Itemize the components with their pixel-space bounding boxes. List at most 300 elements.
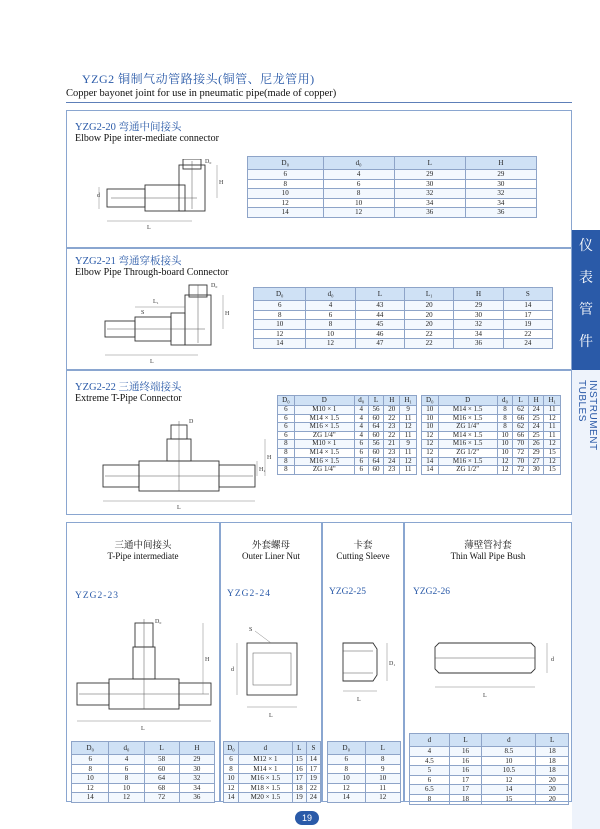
col-header: H [454, 288, 503, 301]
section-elbow-inter [66, 110, 572, 248]
table-cell: M18 × 1.5 [239, 783, 293, 793]
table-cell: 8 [410, 794, 450, 804]
table-row [278, 423, 417, 432]
table-cell: 23 [384, 448, 400, 457]
table-cell: 10 [422, 423, 439, 432]
table-cell: 12 [400, 423, 417, 432]
section-name: Elbow Pipe Through-board Connector [75, 267, 229, 278]
table-cell: 4 [354, 406, 368, 415]
table-cell: M16 × 1.5 [294, 423, 354, 432]
table-cell: 64 [144, 774, 179, 784]
table-cell: 9 [400, 406, 417, 415]
table-cell: 12 [422, 448, 439, 457]
section-title-en: Thin Wall Pipe Bush [450, 551, 526, 561]
table-cell: 12 [400, 457, 417, 466]
table-cell: 14 [224, 793, 239, 803]
table-cell: 10 [248, 189, 324, 199]
table-cell: 4 [109, 755, 144, 765]
table-cell: 34 [454, 329, 503, 339]
table-cell: 10 [365, 774, 400, 784]
elbow-through-table [253, 287, 553, 349]
dim-label-H1: H₁ [259, 467, 266, 473]
table-cell: 12 [365, 793, 400, 803]
dim-label-H: H [267, 455, 272, 461]
table-cell: 30 [528, 466, 544, 475]
table-cell: 11 [400, 448, 417, 457]
col-header: L [394, 157, 465, 170]
table-cell: 6 [354, 457, 368, 466]
table-cell: 8 [224, 764, 239, 774]
col-header: D [438, 396, 497, 406]
table-cell: 6 [354, 466, 368, 475]
col-header: S [503, 288, 552, 301]
table-cell: 20 [384, 406, 400, 415]
table-cell: 32 [394, 189, 465, 199]
table-row [278, 466, 417, 475]
table-cell: 18 [536, 756, 569, 766]
tee-extreme-table-right [421, 395, 561, 475]
side-tab-char: 件 [579, 334, 593, 350]
table-cell: 14 [422, 457, 439, 466]
col-header: d₀ [306, 288, 355, 301]
table-cell: 8 [497, 414, 513, 423]
dim-label-H: H [205, 657, 210, 663]
table-cell: M16 × 1.5 [438, 440, 497, 449]
table-row [224, 783, 321, 793]
table-cell: 16 [449, 756, 482, 766]
col-header: L [449, 734, 482, 747]
table-cell: 34 [465, 198, 536, 208]
table-row [72, 793, 215, 803]
outer-nut-drawing [225, 623, 319, 723]
col-header: D₀ [328, 742, 366, 755]
table-cell: 30 [465, 179, 536, 189]
table-row [248, 198, 537, 208]
table-row [254, 310, 553, 320]
table-cell: 22 [384, 414, 400, 423]
header-rule [66, 102, 572, 103]
dim-label-S: S [249, 627, 253, 633]
table-row [328, 764, 401, 774]
dim-label-S: S [141, 310, 145, 316]
col-header: L [365, 742, 400, 755]
table-cell: 25 [528, 431, 544, 440]
table-cell: 11 [400, 466, 417, 475]
table-row [410, 766, 569, 776]
table-cell: M16 × 1.5 [438, 414, 497, 423]
tee-extreme-table-left [277, 395, 417, 475]
table-cell: 8 [278, 448, 295, 457]
table-cell: 8 [109, 774, 144, 784]
table-cell: 70 [513, 457, 529, 466]
table-row [410, 775, 569, 785]
table-header-row [278, 396, 417, 406]
dim-label-L1: L₁ [153, 299, 159, 305]
table-cell: 22 [405, 339, 454, 349]
table-cell: 17 [449, 775, 482, 785]
table-row [254, 339, 553, 349]
table-row [410, 785, 569, 795]
table-cell: 11 [544, 431, 561, 440]
table-cell: 6 [323, 179, 394, 189]
tee-inter-table [71, 741, 215, 803]
section-title-en: Cutting Sleeve [336, 551, 390, 561]
table-cell: 6 [254, 301, 306, 311]
table-row [422, 423, 561, 432]
col-header: D₀ [278, 396, 295, 406]
table-cell: 8.5 [482, 747, 536, 757]
side-tab-char: 管 [579, 302, 593, 318]
table-cell: 24 [528, 423, 544, 432]
table-cell: M12 × 1 [239, 755, 293, 765]
page-title-cn: YZG2 铜制气动管路接头(铜管、尼龙管用) [82, 72, 315, 86]
table-cell: 32 [465, 189, 536, 199]
table-cell: 14 [72, 793, 109, 803]
table-cell: 10 [422, 414, 439, 423]
page-title-en: Copper bayonet joint for use in pneumatic pipe(made of copper) [66, 88, 337, 99]
table-row [422, 406, 561, 415]
dim-label-L: L [141, 726, 145, 732]
table-cell: 15 [292, 755, 306, 765]
table-row [254, 329, 553, 339]
table-row [278, 414, 417, 423]
col-header: D₀ [224, 742, 239, 755]
table-cell: 72 [144, 793, 179, 803]
table-cell: 12 [544, 440, 561, 449]
col-header: d₀ [109, 742, 144, 755]
table-cell: 9 [400, 440, 417, 449]
cutting-sleeve-table [327, 741, 401, 803]
table-cell: 11 [400, 431, 417, 440]
section-code: YZG2-25 [329, 587, 366, 597]
section-title-en: Outer Liner Nut [242, 551, 300, 561]
table-cell: 11 [400, 414, 417, 423]
table-cell: 10 [254, 320, 306, 330]
table-cell: 44 [355, 310, 404, 320]
section-code: YZG2-26 [413, 587, 450, 597]
table-cell: 22 [503, 329, 552, 339]
table-cell: 10.5 [482, 766, 536, 776]
dim-label-D1: D₁ [389, 661, 396, 667]
section-elbow-through [66, 248, 572, 370]
table-row [410, 794, 569, 804]
table-cell: 18 [536, 747, 569, 757]
table-cell: M14 × 1.5 [438, 431, 497, 440]
table-cell: 6 [278, 431, 295, 440]
table-row [410, 747, 569, 757]
table-cell: ZG 1/4" [294, 466, 354, 475]
table-row [72, 755, 215, 765]
col-header: d [482, 734, 536, 747]
table-cell: 20 [405, 320, 454, 330]
col-header: L₁ [405, 288, 454, 301]
col-header: L [513, 396, 529, 406]
table-cell: 30 [454, 310, 503, 320]
table-cell: 36 [454, 339, 503, 349]
table-cell: 12 [422, 440, 439, 449]
table-cell: 17 [449, 785, 482, 795]
section-code: YZG2-22 三通终端接头 [75, 382, 182, 393]
table-cell: 43 [355, 301, 404, 311]
table-cell: 4 [323, 170, 394, 180]
col-header: L [355, 288, 404, 301]
table-cell: 8 [248, 179, 324, 189]
table-cell: 36 [465, 208, 536, 218]
table-cell: M14 × 1 [239, 764, 293, 774]
table-row [278, 431, 417, 440]
table-cell: 4 [410, 747, 450, 757]
table-row [248, 170, 537, 180]
table-cell: 29 [179, 755, 214, 765]
table-row [72, 783, 215, 793]
table-row [328, 793, 401, 803]
table-cell: 12 [224, 783, 239, 793]
outer-nut-table [223, 741, 321, 803]
table-header-row [224, 742, 321, 755]
side-category-tab [572, 230, 600, 370]
tee-inter-drawing [71, 613, 217, 733]
col-header: d [410, 734, 450, 747]
col-header: H [465, 157, 536, 170]
section-title-cn: 三通中间接头 [114, 541, 172, 551]
col-header: L [536, 734, 569, 747]
table-cell: 4.5 [410, 756, 450, 766]
table-cell: ZG 1/2" [438, 466, 497, 475]
table-cell: 17 [306, 764, 320, 774]
table-cell: 26 [528, 440, 544, 449]
table-cell: M14 × 1.5 [438, 406, 497, 415]
table-cell: 22 [405, 329, 454, 339]
table-cell: M10 × 1 [294, 440, 354, 449]
table-cell: 23 [384, 423, 400, 432]
section-cutting-sleeve [322, 522, 404, 802]
table-row [422, 466, 561, 475]
pipe-bush-table [409, 733, 569, 805]
table-cell: 10 [109, 783, 144, 793]
col-header: H [384, 396, 400, 406]
dim-label-L: L [177, 505, 181, 511]
table-cell: 30 [179, 764, 214, 774]
col-header: S [306, 742, 320, 755]
table-cell: 16 [292, 764, 306, 774]
section-name: Elbow Pipe inter-mediate connector [75, 133, 219, 144]
table-cell: 12 [109, 793, 144, 803]
col-header: H [179, 742, 214, 755]
col-header: L [368, 396, 384, 406]
section-code: YZG2-23 [75, 591, 119, 601]
table-cell: 20 [405, 301, 454, 311]
table-cell: 8 [497, 423, 513, 432]
table-cell: 34 [179, 783, 214, 793]
table-cell: 14 [254, 339, 306, 349]
dim-label-d: d [97, 193, 100, 199]
table-header-row [410, 734, 569, 747]
table-cell: 24 [306, 793, 320, 803]
table-cell: M20 × 1.5 [239, 793, 293, 803]
table-cell: 8 [365, 755, 400, 765]
table-cell: 17 [292, 774, 306, 784]
table-cell: M10 × 1 [294, 406, 354, 415]
table-cell: 6.5 [410, 785, 450, 795]
table-cell: 36 [179, 793, 214, 803]
side-tab-char: 仪 [579, 238, 593, 254]
table-cell: 5 [410, 766, 450, 776]
table-cell: 8 [278, 466, 295, 475]
table-row [224, 755, 321, 765]
table-cell: 10 [306, 329, 355, 339]
table-cell: 12 [323, 208, 394, 218]
table-cell: 14 [482, 785, 536, 795]
dim-label-L: L [357, 697, 361, 703]
table-cell: 20 [536, 785, 569, 795]
section-title-cn: 薄壁管衬套 [464, 541, 512, 551]
table-row [410, 756, 569, 766]
table-cell: 8 [323, 189, 394, 199]
table-cell: 17 [503, 310, 552, 320]
table-cell: 9 [365, 764, 400, 774]
table-cell: 14 [328, 793, 366, 803]
elbow-through-drawing [95, 281, 245, 367]
table-cell: 32 [454, 320, 503, 330]
dim-label-D0: D₀ [211, 283, 218, 289]
table-cell: 10 [482, 756, 536, 766]
table-cell: 12 [422, 431, 439, 440]
pipe-bush-drawing [425, 623, 565, 703]
table-cell: 12 [328, 783, 366, 793]
table-cell: 19 [292, 793, 306, 803]
col-header: d [239, 742, 293, 755]
table-cell: 29 [454, 301, 503, 311]
table-cell: 12 [72, 783, 109, 793]
table-cell: 6 [278, 423, 295, 432]
col-header: D₀ [72, 742, 109, 755]
table-cell: 60 [368, 414, 384, 423]
table-cell: 16 [449, 747, 482, 757]
table-cell: 29 [465, 170, 536, 180]
table-cell: 18 [536, 766, 569, 776]
table-cell: 14 [306, 755, 320, 765]
table-cell: 21 [384, 440, 400, 449]
table-cell: 45 [355, 320, 404, 330]
table-cell: ZG 1/2" [438, 448, 497, 457]
table-row [278, 440, 417, 449]
section-name: Extreme T-Pipe Connector [75, 393, 182, 404]
table-cell: 6 [72, 755, 109, 765]
cutting-sleeve-drawing [327, 623, 401, 703]
table-cell: 64 [368, 457, 384, 466]
table-cell: 6 [306, 310, 355, 320]
table-cell: M16 × 1.5 [438, 457, 497, 466]
table-cell: M16 × 1.5 [294, 457, 354, 466]
table-cell: 6 [278, 414, 295, 423]
section-outer-nut [220, 522, 322, 802]
table-cell: 10 [497, 448, 513, 457]
section-title-cn: 卡套 [353, 541, 373, 551]
table-cell: 6 [224, 755, 239, 765]
table-cell: 60 [368, 431, 384, 440]
table-row [254, 301, 553, 311]
table-cell: 34 [394, 198, 465, 208]
table-cell: 23 [384, 466, 400, 475]
col-header: d₀ [323, 157, 394, 170]
side-tab-char: 表 [579, 270, 593, 286]
table-cell: 60 [368, 466, 384, 475]
col-header: D₀ [248, 157, 324, 170]
table-cell: 56 [368, 440, 384, 449]
table-cell: 30 [394, 179, 465, 189]
table-cell: 72 [513, 466, 529, 475]
table-cell: 4 [306, 301, 355, 311]
section-tee-extreme [66, 370, 572, 515]
dim-label-L: L [483, 693, 487, 699]
table-cell: 60 [144, 764, 179, 774]
table-cell: 22 [306, 783, 320, 793]
dim-label-d: d [551, 657, 554, 663]
table-cell: 8 [497, 406, 513, 415]
table-cell: 4 [354, 423, 368, 432]
table-row [254, 320, 553, 330]
table-header-row [422, 396, 561, 406]
table-cell: 46 [355, 329, 404, 339]
table-cell: 14 [422, 466, 439, 475]
table-cell: 4 [354, 414, 368, 423]
table-cell: 15 [482, 794, 536, 804]
table-cell: 6 [248, 170, 324, 180]
col-header: H₁ [400, 396, 417, 406]
table-cell: 12 [254, 329, 306, 339]
table-cell: 6 [354, 448, 368, 457]
table-cell: 6 [278, 406, 295, 415]
table-row [248, 179, 537, 189]
table-cell: 12 [497, 457, 513, 466]
dim-label-L: L [269, 713, 273, 719]
table-cell: 10 [422, 406, 439, 415]
table-cell: 22 [384, 431, 400, 440]
dim-label-D0: D₀ [205, 159, 212, 165]
table-row [224, 793, 321, 803]
table-cell: 27 [528, 457, 544, 466]
section-tee-inter [66, 522, 220, 802]
table-row [278, 457, 417, 466]
table-cell: 16 [449, 766, 482, 776]
col-header: D [294, 396, 354, 406]
dim-label-L: L [150, 359, 154, 365]
table-header-row [248, 157, 537, 170]
table-cell: 15 [544, 448, 561, 457]
table-cell: 56 [368, 406, 384, 415]
dim-label-d: d [231, 667, 234, 673]
table-cell: M14 × 1.5 [294, 448, 354, 457]
table-cell: 10 [323, 198, 394, 208]
col-header: L [144, 742, 179, 755]
table-cell: ZG 1/4" [438, 423, 497, 432]
table-cell: 6 [109, 764, 144, 774]
table-cell: 12 [306, 339, 355, 349]
table-cell: 10 [328, 774, 366, 784]
table-cell: 24 [503, 339, 552, 349]
table-cell: 10 [497, 431, 513, 440]
table-cell: 10 [72, 774, 109, 784]
table-cell: 29 [394, 170, 465, 180]
dim-label-D: D [189, 419, 194, 425]
table-row [328, 755, 401, 765]
table-cell: ZG 1/4" [294, 431, 354, 440]
col-header: D₀ [254, 288, 306, 301]
table-cell: 6 [410, 775, 450, 785]
table-cell: 18 [292, 783, 306, 793]
dim-label-H: H [225, 311, 230, 317]
table-cell: 24 [528, 406, 544, 415]
